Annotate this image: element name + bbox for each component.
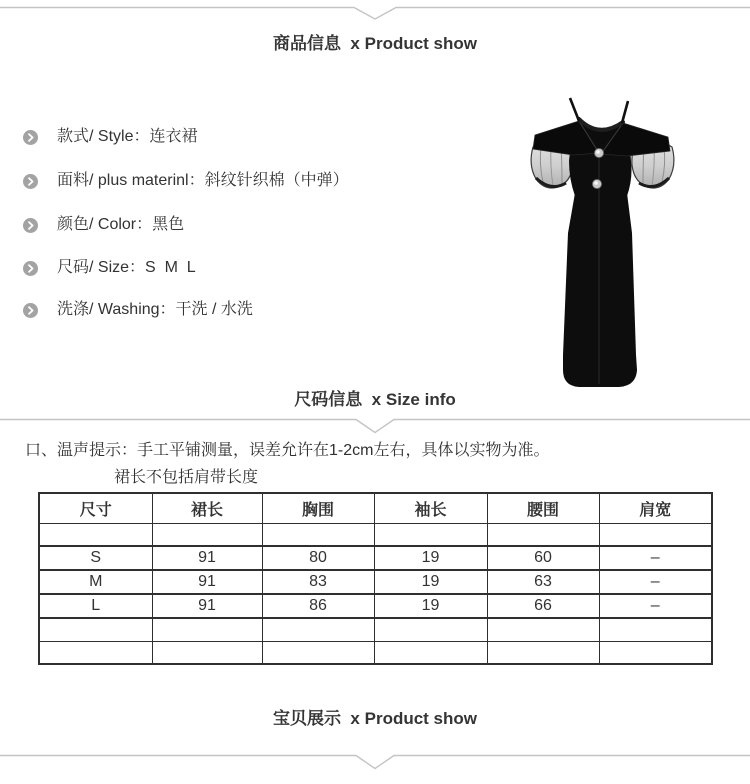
table-cell (39, 523, 152, 546)
table-cell (487, 523, 599, 546)
chevron-right-circle-icon (23, 130, 38, 145)
measure-note-line1: 口、温声提示：手工平铺测量，误差允许在1-2cm左右，具体以实物为准。 (25, 442, 550, 459)
table-cell: S (39, 546, 152, 570)
table-cell: L (39, 594, 152, 618)
table-cell (487, 618, 599, 641)
table-row-empty (39, 618, 712, 641)
attribute-item-material (23, 170, 349, 192)
table-cell: – (599, 594, 712, 618)
table-cell (599, 523, 712, 546)
table-cell: 19 (374, 594, 487, 618)
table-cell: 63 (487, 570, 599, 594)
attribute-item-style (23, 126, 197, 148)
col-header: 腰围 (487, 493, 599, 523)
table-row-size-m (39, 570, 712, 594)
table-cell (374, 641, 487, 664)
table-row-size-s (39, 546, 712, 570)
section-divider-icon (0, 412, 750, 436)
col-header: 肩宽 (599, 493, 712, 523)
table-cell (262, 618, 374, 641)
col-header: 胸围 (262, 493, 374, 523)
attribute-text: 尺码/ Size：S M L (57, 259, 196, 276)
table-cell (152, 641, 262, 664)
table-cell (599, 641, 712, 664)
table-cell (374, 618, 487, 641)
col-header: 袖长 (374, 493, 487, 523)
col-header: 尺寸 (39, 493, 152, 523)
chevron-right-circle-icon (23, 218, 38, 233)
table-cell: M (39, 570, 152, 594)
product-image-black-dress (495, 65, 735, 395)
table-cell: 91 (152, 570, 262, 594)
table-cell (599, 618, 712, 641)
table-row-empty (39, 523, 712, 546)
chevron-right-circle-icon (23, 261, 38, 276)
attribute-item-color (23, 214, 184, 236)
size-table (38, 492, 713, 665)
table-row-empty (39, 641, 712, 664)
table-cell (262, 641, 374, 664)
measure-note-line2: 裙长不包括肩带长度 (114, 469, 259, 486)
table-row-size-l (39, 594, 712, 618)
table-cell: 19 (374, 546, 487, 570)
table-cell: 91 (152, 546, 262, 570)
attribute-text: 颜色/ Color：黑色 (57, 216, 185, 233)
col-header: 裙长 (152, 493, 262, 523)
table-cell: 86 (262, 594, 374, 618)
table-cell: 83 (262, 570, 374, 594)
attribute-text: 款式/ Style：连衣裙 (57, 128, 198, 145)
table-cell: 91 (152, 594, 262, 618)
table-cell (152, 618, 262, 641)
table-cell (39, 618, 152, 641)
table-cell (487, 641, 599, 664)
table-cell (262, 523, 374, 546)
section-title-size-info: 尺码信息 x Size info (294, 390, 456, 409)
table-cell: 80 (262, 546, 374, 570)
attribute-text: 洗涤/ Washing：干洗 / 水洗 (57, 301, 253, 318)
section-divider-icon (0, 0, 750, 24)
table-cell: 19 (374, 570, 487, 594)
size-table-header-row (39, 493, 712, 523)
section-title-product-info: 商品信息 x Product show (272, 34, 478, 53)
table-cell (39, 641, 152, 664)
table-cell: – (599, 570, 712, 594)
table-cell (374, 523, 487, 546)
table-cell: 66 (487, 594, 599, 618)
attribute-item-washing (23, 299, 253, 321)
section-title-product-show: 宝贝展示 x Product show (272, 709, 478, 728)
attribute-text: 面料/ plus materinl：斜纹针织棉（中弹） (57, 172, 349, 189)
chevron-right-circle-icon (23, 174, 38, 189)
table-cell (152, 523, 262, 546)
attribute-item-size (23, 257, 196, 279)
section-divider-icon (0, 748, 750, 772)
chevron-right-circle-icon (23, 303, 38, 318)
table-cell: 60 (487, 546, 599, 570)
table-cell: – (599, 546, 712, 570)
